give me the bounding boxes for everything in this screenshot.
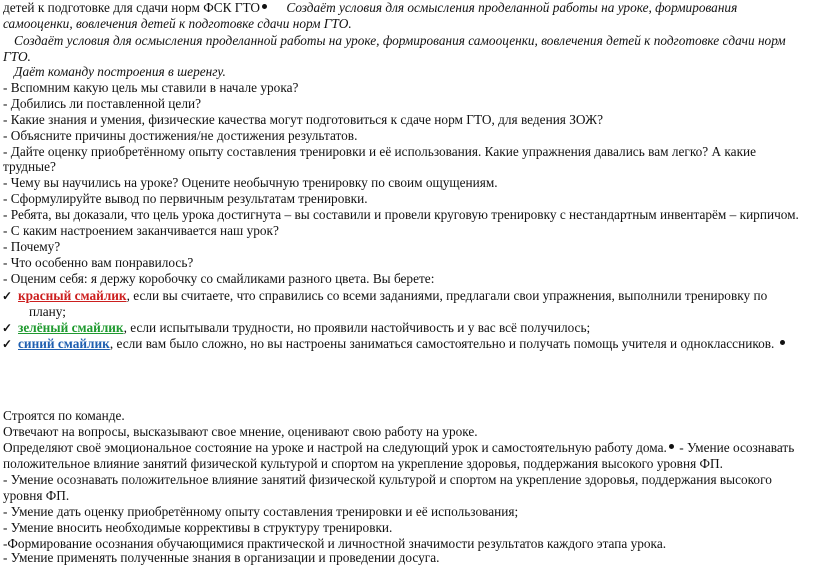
bottom-line-5: - Умение осознавать положительное влияние занятий физической культурой и спортом на укрепление здоровья, поддержания высокого [3, 472, 772, 487]
question-line: - Добились ли поставленной цели? [3, 96, 201, 111]
red-smiley-label: красный смайлик [18, 288, 127, 303]
question-line: - Что особенно вам понравилось? [3, 255, 194, 270]
bottom-line-3-skill: - Умение осознавать [679, 440, 795, 455]
blue-smiley-text: , если вам было сложно, но вы настроены заниматься самостоятельно и получать помощь учителя и одноклассников. [109, 336, 775, 351]
question-line: - Почему? [3, 239, 61, 254]
question-line: - Оценим себя: я держу коробочку со смайликами разного цвета. Вы берете: [3, 271, 435, 286]
bullet-dot-icon [780, 340, 785, 345]
question-line: - Ребята, вы доказали, что цель урока достигнута – вы составили и провели круговую тренировку с нестандартным инвентарём – кирпичом. [3, 207, 799, 222]
smiley-green-item [18, 320, 590, 336]
green-smiley-label: зелёный смайлик [18, 320, 124, 335]
checkmark-icon: ✓ [2, 337, 13, 351]
bottom-line-6: уровня ФП. [3, 488, 70, 503]
smiley-red-item [18, 288, 767, 304]
bottom-line-7: - Умение дать оценку приобретённому опыту составления тренировки и её использования; [3, 504, 519, 519]
bottom-line-3 [3, 440, 794, 456]
question-line: - Сформулируйте вывод по первичным результатам тренировки. [3, 191, 368, 206]
bottom-line-10: - Умение применять полученные знания в организации и проведении досуга. [3, 550, 440, 565]
bottom-line-1: Строятся по команде. [3, 408, 125, 423]
bottom-line-9: -Формирование осознания обучающимися практической и личностной значимости результатов каждого этапа урока. [3, 536, 667, 551]
red-smiley-text: , если вы считаете, что справились со всеми заданиями, предлагали свои упражнения, выполнили тренировку по [126, 288, 768, 303]
top-line-1-italic: Создаёт условия для осмысления проделанной работы на уроке, формирования [286, 0, 738, 15]
bottom-line-8: - Умение вносить необходимые коррективы в структуру тренировки. [3, 520, 393, 535]
bullet-dot-icon [262, 4, 267, 9]
question-line: - Какие знания и умения, физические качества могут подготовиться к сдаче норм ГТО, для ведения ЗОЖ? [3, 112, 603, 127]
top-line-2: самооценки, вовлечения детей к подготовке сдачи норм ГТО. [3, 16, 352, 31]
blue-smiley-label: синий смайлик [18, 336, 110, 351]
question-line: - Чему вы научились на уроке? Оцените необычную тренировку по своим ощущениям. [3, 175, 498, 190]
smiley-blue-item [18, 336, 787, 352]
top-line-4: ГТО. [3, 49, 31, 64]
top-line-5: Даёт команду построения в шеренгу. [14, 64, 226, 79]
checkmark-icon: ✓ [2, 289, 13, 303]
question-line: трудные? [3, 159, 56, 174]
top-line-1 [3, 0, 737, 16]
bottom-line-2: Отвечают на вопросы, высказывают свое мнение, оценивают свою работу на уроке. [3, 424, 478, 439]
bullet-dot-icon [669, 444, 674, 449]
top-line-3: Создаёт условия для осмысления проделанной работы на уроке, формирования самооценки, вовлечения детей к подготовке сдачи норм [14, 33, 786, 48]
question-line: - С каким настроением заканчивается наш урок? [3, 223, 279, 238]
top-line-1-text: детей к подготовке для сдачи норм ФСК ГТО [3, 0, 261, 15]
question-line: - Объясните причины достижения/не достижения результатов. [3, 128, 358, 143]
question-line: - Вспомним какую цель мы ставили в начале урока? [3, 80, 299, 95]
bottom-line-3-text: Определяют своё эмоциональное состояние на уроке и настрой на следующий урок и самостоятельную работу дома. [3, 440, 667, 455]
question-line: - Дайте оценку приобретённому опыту составления тренировки и её использования. Какие упражнения давались вам легко? А какие [3, 144, 757, 159]
green-smiley-text: , если испытывали трудности, но проявили настойчивость и у вас всё получилось; [123, 320, 591, 335]
bottom-line-4: положительное влияние занятий физической культурой и спортом на укрепление здоровья, поддержания высокого уровня ФП. [3, 456, 723, 471]
checkmark-icon: ✓ [2, 321, 13, 335]
smiley-red-continuation: плану; [29, 304, 66, 319]
